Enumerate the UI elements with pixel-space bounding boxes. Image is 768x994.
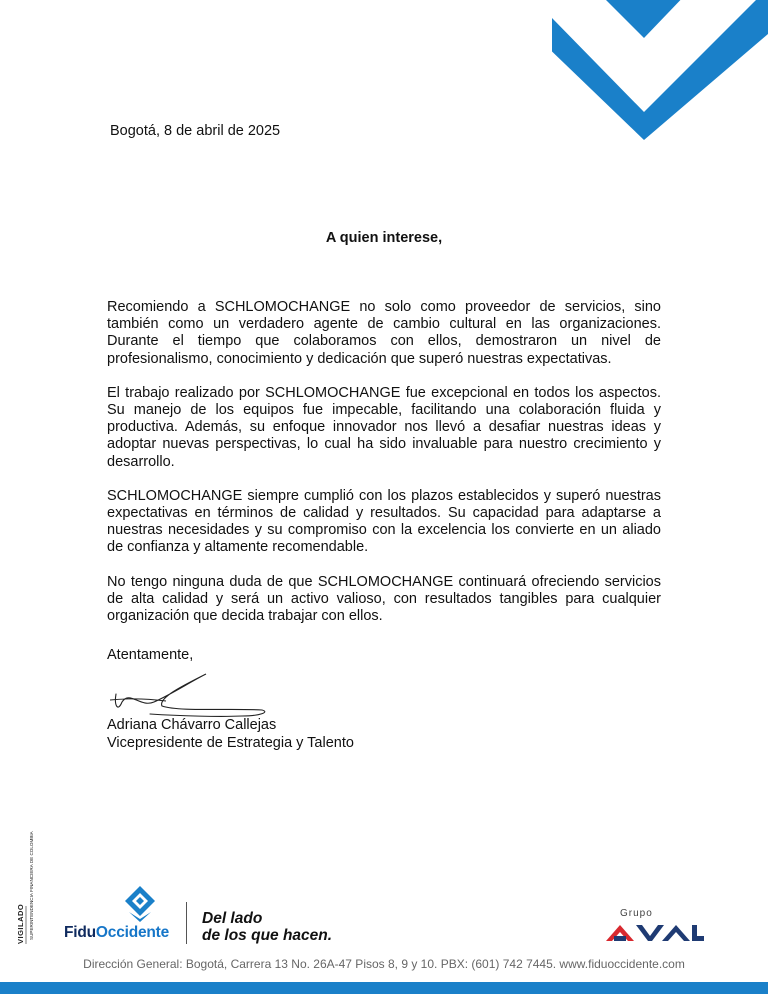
paragraph-4: No tengo ninguna duda de que SCHLOMOCHANGE continuará ofreciendo servicios de alta calidad y será un activo valioso, con resultados tangibles para cualquier organización que decida trabajar con ellos. bbox=[107, 573, 661, 625]
letter-salutation: A quien interese, bbox=[325, 230, 443, 246]
signature-drawing bbox=[110, 672, 275, 722]
fiduoccidente-wordmark bbox=[64, 924, 169, 942]
letter-body bbox=[107, 299, 661, 642]
fiduoccidente-check-logo bbox=[552, 0, 768, 140]
footer-address: Dirección General: Bogotá, Carrera 13 No. 26A-47 Pisos 8, 9 y 10. PBX: (601) 742 7445. www.fiduoccidente.com bbox=[83, 957, 685, 971]
signer-name: Adriana Chávarro Callejas bbox=[107, 717, 277, 733]
aval-wordmark bbox=[606, 921, 704, 943]
signer-title: Vicepresidente de Estrategia y Talento bbox=[107, 735, 354, 751]
paragraph-1: Recomiendo a SCHLOMOCHANGE no solo como proveedor de servicios, sino también como un verdadero agente de cambio cultural en las organizaciones. Durante el tiempo que colaboramos con ellos, demostraron un nivel de profesionalismo, conocimiento y dedicación que superó nuestras expectativas. bbox=[107, 299, 661, 367]
fidu-diamond-icon bbox=[125, 886, 155, 922]
footer-divider bbox=[186, 902, 187, 944]
brand-part-occidente: Occidente bbox=[95, 924, 170, 941]
letter-closing: Atentamente, bbox=[107, 647, 194, 663]
superintendencia-text: SUPERINTENDENCIA FINANCIERA DE COLOMBIA bbox=[29, 831, 34, 940]
grupo-label: Grupo bbox=[620, 908, 653, 919]
paragraph-3: SCHLOMOCHANGE siempre cumplió con los plazos establecidos y superó nuestras expectativas en términos de calidad y resultados. Su capacidad para adaptarse a nuestras necesidades y su compromiso con la excelencia los convierte en un aliado de confianza y altamente recomendable. bbox=[107, 487, 661, 556]
footer-color-bar bbox=[0, 982, 768, 994]
slogan bbox=[202, 910, 332, 944]
slogan-line-2: de los que hacen. bbox=[202, 927, 333, 944]
slogan-line-1: Del lado bbox=[202, 910, 263, 927]
brand-part-fidu: Fidu bbox=[64, 924, 96, 941]
vigilado-text: VIGILADO bbox=[16, 903, 25, 944]
paragraph-2: El trabajo realizado por SCHLOMOCHANGE fue excepcional en todos los aspectos. Su manejo de los equipos fue impecable, facilitando una colaboración fluida y productiva. Además, su enfoque innovador nos llevó a desafiar nuestras ideas y adoptar nuevas perspectivas, lo cual ha sido invaluable para nuestro crecimiento y desarrollo. bbox=[107, 384, 661, 470]
signer-block bbox=[107, 716, 354, 752]
vigilado-superintendencia-seal bbox=[14, 822, 40, 944]
letter-date: Bogotá, 8 de abril de 2025 bbox=[110, 123, 281, 139]
